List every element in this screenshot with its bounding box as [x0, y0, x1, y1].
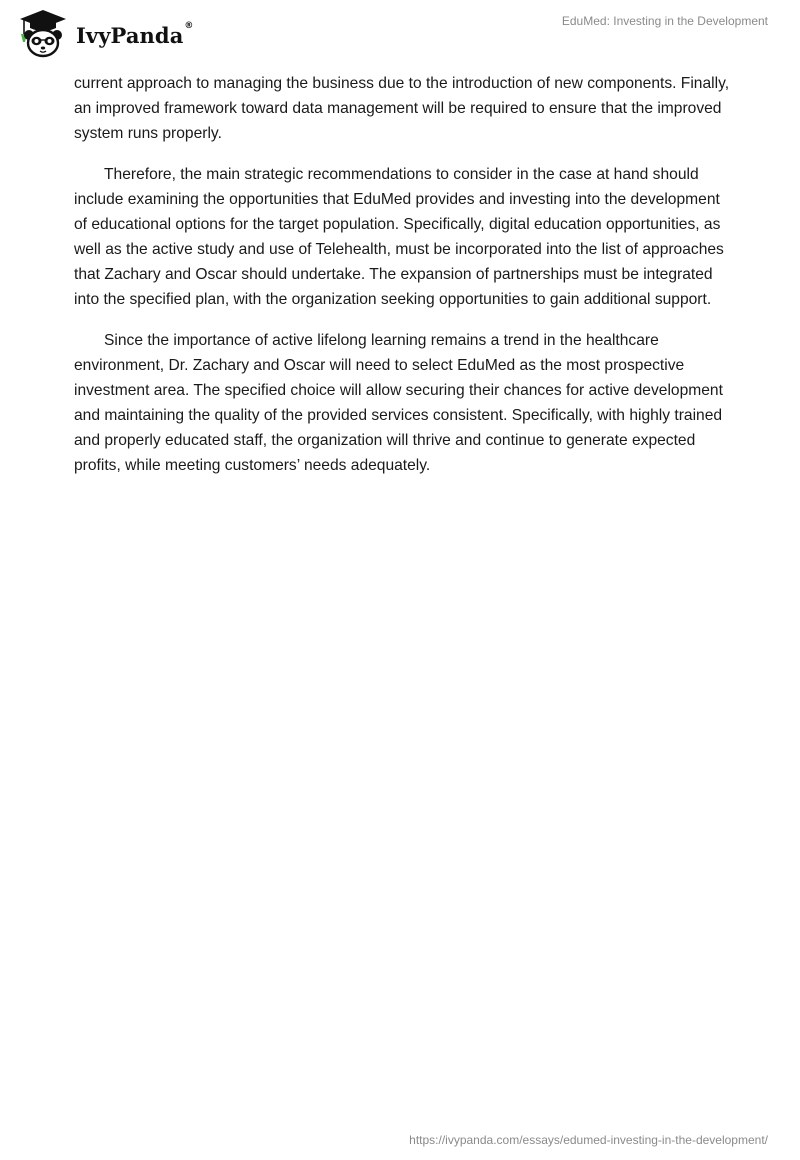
ivypanda-logo[interactable] — [14, 8, 194, 58]
paragraph-continued: current approach to managing the business due to the introduction of new components. Finally, an improved framework toward data management will be required to ensure that the improved system runs properly. — [74, 75, 730, 142]
panda-graduation-cap-icon — [14, 8, 72, 58]
source-url-link[interactable]: https://ivypanda.com/essays/edumed-investing-in-the-development/ — [409, 1133, 768, 1147]
paragraph-conclusion: Since the importance of active lifelong learning remains a trend in the healthcare environment, Dr. Zachary and Oscar will need to select EduMed as the most prospective investment area. The specified choice will allow securing their chances for active development and maintaining the quality of the provided services consistent. Specifically, with highly trained and properly educated staff, the organization will thrive and continue to generate expected profits, while meeting customers’ needs adequately. — [74, 332, 723, 474]
registered-mark: ® — [184, 20, 194, 31]
brand-name: IvyPanda® — [76, 20, 194, 48]
running-title: EduMed: Investing in the Development — [561, 14, 768, 28]
paragraph-recommendations: Therefore, the main strategic recommendations to consider in the case at hand should include examining the opportunities that EduMed provides and investing into the development of educational options for the target population. Specifically, digital education opportunities, as well as the active study and use of Telehealth, must be incorporated into the list of approaches that Zachary and Oscar should undertake. The expansion of partnerships must be integrated into the specified plan, with the organization seeking opportunities to gain additional support. — [74, 166, 724, 308]
page-header — [0, 0, 800, 64]
essay-body — [74, 71, 734, 494]
